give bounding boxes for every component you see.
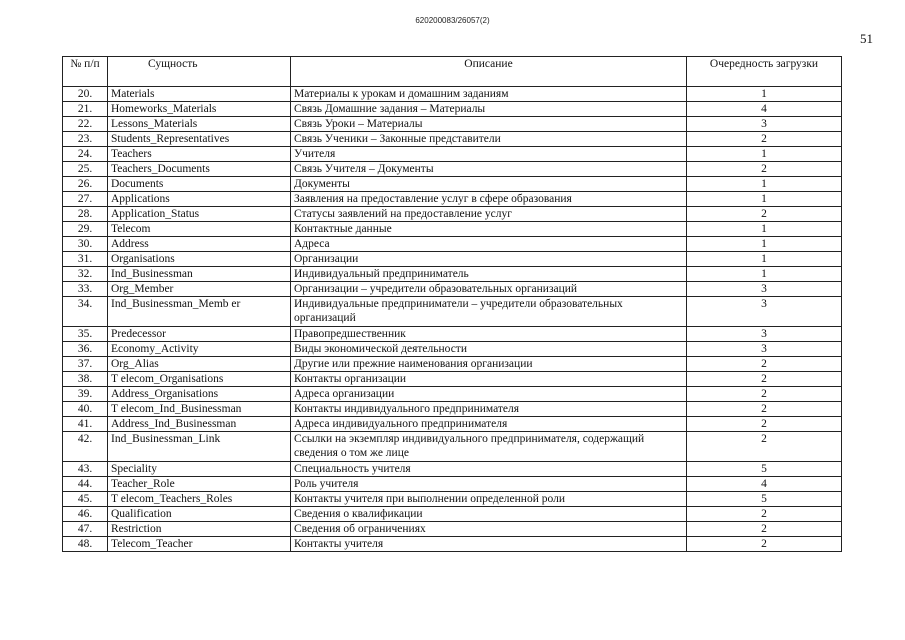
entity-description: Связь Ученики – Законные представители bbox=[291, 132, 687, 147]
table-row bbox=[63, 222, 842, 237]
table-row bbox=[63, 387, 842, 402]
entity-name: Ind_Businessman_Link bbox=[108, 432, 291, 462]
row-number: 43. bbox=[63, 462, 108, 477]
row-number: 44. bbox=[63, 477, 108, 492]
row-number: 25. bbox=[63, 162, 108, 177]
entity-description: Виды экономической деятельности bbox=[291, 342, 687, 357]
row-number: 26. bbox=[63, 177, 108, 192]
entity-name: Lessons_Materials bbox=[108, 117, 291, 132]
entity-name: Organisations bbox=[108, 252, 291, 267]
load-order: 1 bbox=[687, 252, 842, 267]
entity-name: Org_Alias bbox=[108, 357, 291, 372]
load-order: 2 bbox=[687, 402, 842, 417]
table-row bbox=[63, 102, 842, 117]
entity-name: Teachers_Documents bbox=[108, 162, 291, 177]
load-order: 2 bbox=[687, 537, 842, 552]
load-order: 1 bbox=[687, 267, 842, 282]
table-row bbox=[63, 522, 842, 537]
entity-description: Связь Уроки – Материалы bbox=[291, 117, 687, 132]
load-order: 1 bbox=[687, 192, 842, 207]
entity-name: Telecom_Teacher bbox=[108, 537, 291, 552]
load-order: 2 bbox=[687, 507, 842, 522]
load-order: 1 bbox=[687, 177, 842, 192]
load-order: 1 bbox=[687, 87, 842, 102]
load-order: 2 bbox=[687, 522, 842, 537]
entity-name: T elecom_Teachers_Roles bbox=[108, 492, 291, 507]
table-row bbox=[63, 297, 842, 327]
entity-description: Учителя bbox=[291, 147, 687, 162]
load-order: 4 bbox=[687, 102, 842, 117]
table-row bbox=[63, 372, 842, 387]
row-number: 31. bbox=[63, 252, 108, 267]
row-number: 45. bbox=[63, 492, 108, 507]
entity-description: Контакты индивидуального предпринимателя bbox=[291, 402, 687, 417]
entity-description: Материалы к урокам и домашним заданиям bbox=[291, 87, 687, 102]
document-id: 620200083/26057(2) bbox=[415, 16, 490, 25]
row-number: 36. bbox=[63, 342, 108, 357]
entity-name: Restriction bbox=[108, 522, 291, 537]
header-description: Описание bbox=[291, 57, 687, 87]
entity-name: Application_Status bbox=[108, 207, 291, 222]
entity-name: Address_Organisations bbox=[108, 387, 291, 402]
load-order: 3 bbox=[687, 327, 842, 342]
entity-name: Applications bbox=[108, 192, 291, 207]
row-number: 22. bbox=[63, 117, 108, 132]
load-order: 1 bbox=[687, 237, 842, 252]
table-row bbox=[63, 237, 842, 252]
entity-description: Связь Домашние задания – Материалы bbox=[291, 102, 687, 117]
entity-load-order-table bbox=[62, 56, 842, 552]
table-row bbox=[63, 402, 842, 417]
entity-name: Speciality bbox=[108, 462, 291, 477]
entity-name: Economy_Activity bbox=[108, 342, 291, 357]
load-order: 2 bbox=[687, 432, 842, 462]
row-number: 38. bbox=[63, 372, 108, 387]
entity-name: Telecom bbox=[108, 222, 291, 237]
entity-name: T elecom_Ind_Businessman bbox=[108, 402, 291, 417]
header-entity: Сущность bbox=[108, 57, 291, 87]
table-row bbox=[63, 357, 842, 372]
entity-name: Predecessor bbox=[108, 327, 291, 342]
entity-description: Адреса организации bbox=[291, 387, 687, 402]
entity-description: Контактные данные bbox=[291, 222, 687, 237]
entity-description: Связь Учителя – Документы bbox=[291, 162, 687, 177]
entity-name: Qualification bbox=[108, 507, 291, 522]
load-order: 1 bbox=[687, 222, 842, 237]
row-number: 34. bbox=[63, 297, 108, 327]
row-number: 21. bbox=[63, 102, 108, 117]
entity-description: Контакты организации bbox=[291, 372, 687, 387]
table-row bbox=[63, 192, 842, 207]
entity-description: Организации – учредители образовательных организаций bbox=[291, 282, 687, 297]
entity-description: Индивидуальный предприниматель bbox=[291, 267, 687, 282]
table-row bbox=[63, 267, 842, 282]
row-number: 20. bbox=[63, 87, 108, 102]
load-order: 2 bbox=[687, 387, 842, 402]
row-number: 27. bbox=[63, 192, 108, 207]
header-load-order: Очередность загрузки bbox=[687, 57, 842, 87]
entity-name: Teacher_Role bbox=[108, 477, 291, 492]
load-order: 3 bbox=[687, 297, 842, 327]
entity-name: Documents bbox=[108, 177, 291, 192]
entity-description: Адреса bbox=[291, 237, 687, 252]
table-row bbox=[63, 537, 842, 552]
table-row bbox=[63, 132, 842, 147]
entity-description: Статусы заявлений на предоставление услуг bbox=[291, 207, 687, 222]
row-number: 47. bbox=[63, 522, 108, 537]
entity-name: Address_Ind_Businessman bbox=[108, 417, 291, 432]
row-number: 42. bbox=[63, 432, 108, 462]
table-row bbox=[63, 207, 842, 222]
row-number: 23. bbox=[63, 132, 108, 147]
entity-description: Правопредшественник bbox=[291, 327, 687, 342]
entity-description: Контакты учителя bbox=[291, 537, 687, 552]
entity-name: Teachers bbox=[108, 147, 291, 162]
entity-description: Другие или прежние наименования организации bbox=[291, 357, 687, 372]
table-row bbox=[63, 342, 842, 357]
entity-name: Address bbox=[108, 237, 291, 252]
table-row bbox=[63, 417, 842, 432]
load-order: 4 bbox=[687, 477, 842, 492]
entity-description: Организации bbox=[291, 252, 687, 267]
row-number: 28. bbox=[63, 207, 108, 222]
row-number: 40. bbox=[63, 402, 108, 417]
entity-name: Ind_Businessman_Memb er bbox=[108, 297, 291, 327]
table-row bbox=[63, 252, 842, 267]
load-order: 2 bbox=[687, 207, 842, 222]
row-number: 24. bbox=[63, 147, 108, 162]
entity-description: Сведения о квалификации bbox=[291, 507, 687, 522]
page-number: 51 bbox=[860, 31, 873, 46]
row-number: 48. bbox=[63, 537, 108, 552]
row-number: 33. bbox=[63, 282, 108, 297]
load-order: 2 bbox=[687, 417, 842, 432]
entity-name: Homeworks_Materials bbox=[108, 102, 291, 117]
load-order: 3 bbox=[687, 117, 842, 132]
entity-description: Заявления на предоставление услуг в сфере образования bbox=[291, 192, 687, 207]
table-row bbox=[63, 282, 842, 297]
entity-name: T elecom_Organisations bbox=[108, 372, 291, 387]
load-order: 2 bbox=[687, 372, 842, 387]
entity-description: Контакты учителя при выполнении определенной роли bbox=[291, 492, 687, 507]
entity-description: Роль учителя bbox=[291, 477, 687, 492]
row-number: 32. bbox=[63, 267, 108, 282]
table-row bbox=[63, 477, 842, 492]
entity-description: Специальность учителя bbox=[291, 462, 687, 477]
load-order: 5 bbox=[687, 492, 842, 507]
entity-name: Org_Member bbox=[108, 282, 291, 297]
load-order: 5 bbox=[687, 462, 842, 477]
entity-description: Ссылки на экземпляр индивидуального предпринимателя, содержащий сведения о том же лице bbox=[291, 432, 687, 462]
table-row bbox=[63, 462, 842, 477]
entity-description: Индивидуальные предприниматели – учредители образовательных организаций bbox=[291, 297, 687, 327]
load-order: 3 bbox=[687, 282, 842, 297]
row-number: 37. bbox=[63, 357, 108, 372]
entity-description: Документы bbox=[291, 177, 687, 192]
table-row bbox=[63, 432, 842, 462]
table-row bbox=[63, 117, 842, 132]
load-order: 2 bbox=[687, 357, 842, 372]
entity-description: Адреса индивидуального предпринимателя bbox=[291, 417, 687, 432]
entity-name: Ind_Businessman bbox=[108, 267, 291, 282]
row-number: 39. bbox=[63, 387, 108, 402]
row-number: 35. bbox=[63, 327, 108, 342]
row-number: 46. bbox=[63, 507, 108, 522]
load-order: 1 bbox=[687, 147, 842, 162]
entity-name: Students_Representatives bbox=[108, 132, 291, 147]
table-row bbox=[63, 507, 842, 522]
table-row bbox=[63, 147, 842, 162]
row-number: 30. bbox=[63, 237, 108, 252]
entity-name: Materials bbox=[108, 87, 291, 102]
load-order: 2 bbox=[687, 132, 842, 147]
row-number: 29. bbox=[63, 222, 108, 237]
entity-description: Сведения об ограничениях bbox=[291, 522, 687, 537]
table-row bbox=[63, 87, 842, 102]
header-number: № п/п bbox=[63, 57, 108, 87]
table-header-row bbox=[63, 57, 842, 87]
table-row bbox=[63, 162, 842, 177]
table-row bbox=[63, 327, 842, 342]
table-row bbox=[63, 177, 842, 192]
load-order: 2 bbox=[687, 162, 842, 177]
table-row bbox=[63, 492, 842, 507]
load-order: 3 bbox=[687, 342, 842, 357]
row-number: 41. bbox=[63, 417, 108, 432]
